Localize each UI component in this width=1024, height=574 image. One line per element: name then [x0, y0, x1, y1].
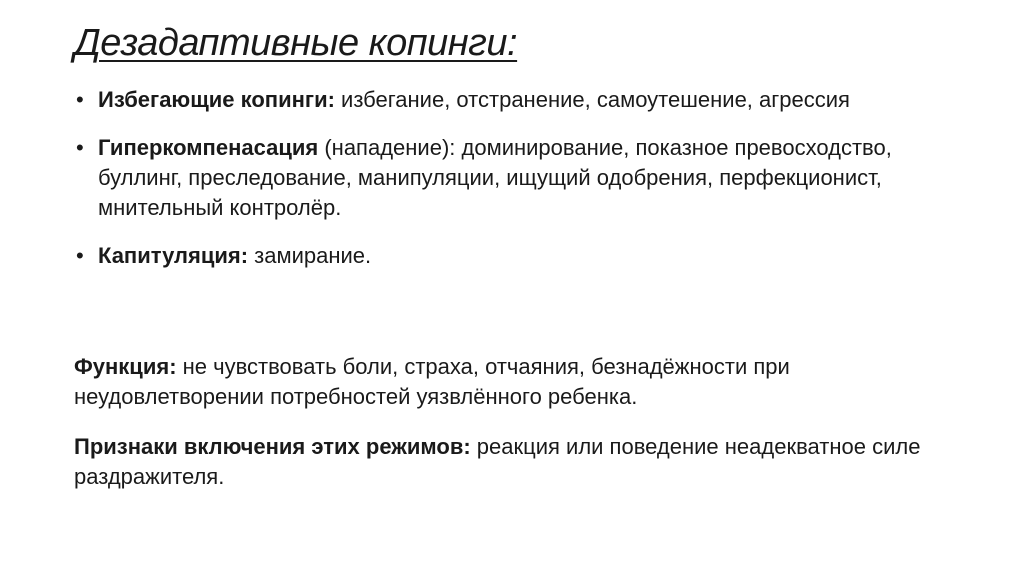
bullet-item-overcompensation: [74, 133, 954, 223]
bullet-heading: Капитуляция:: [98, 243, 249, 268]
bullet-text: замирание.: [248, 243, 372, 268]
bullet-item-avoidance: [74, 85, 954, 115]
bullet-text: (нападение): доминирование, показное превосходство, буллинг, преследование, манипуляции, ищущий одобрения, перфекционист, мнительный контролёр.: [98, 135, 892, 220]
paragraph-heading: Функция:: [74, 354, 177, 379]
bullet-heading: Гиперкомпенасация: [98, 135, 319, 160]
paragraph-signs: [74, 432, 954, 492]
bullet-list: [74, 85, 954, 289]
bullet-dot: •: [76, 87, 84, 112]
bullet-dot: •: [76, 243, 84, 268]
bullet-heading: Избегающие копинги:: [98, 87, 335, 112]
bullet-item-surrender: [74, 241, 954, 271]
paragraph-function: [74, 352, 954, 412]
paragraph-text: не чувствовать боли, страха, отчаяния, безнадёжности при неудовлетворении потребностей уязвлённого ребенка.: [74, 354, 790, 409]
paragraph-text: реакция или поведение неадекватное силе раздражителя.: [74, 434, 921, 489]
bullet-dot: •: [76, 135, 84, 160]
paragraph-heading: Признаки включения этих режимов:: [74, 434, 471, 459]
bullet-text: избегание, отстранение, самоутешение, агрессия: [334, 87, 850, 112]
slide-title: Дезадаптивные копинги:: [74, 22, 518, 64]
